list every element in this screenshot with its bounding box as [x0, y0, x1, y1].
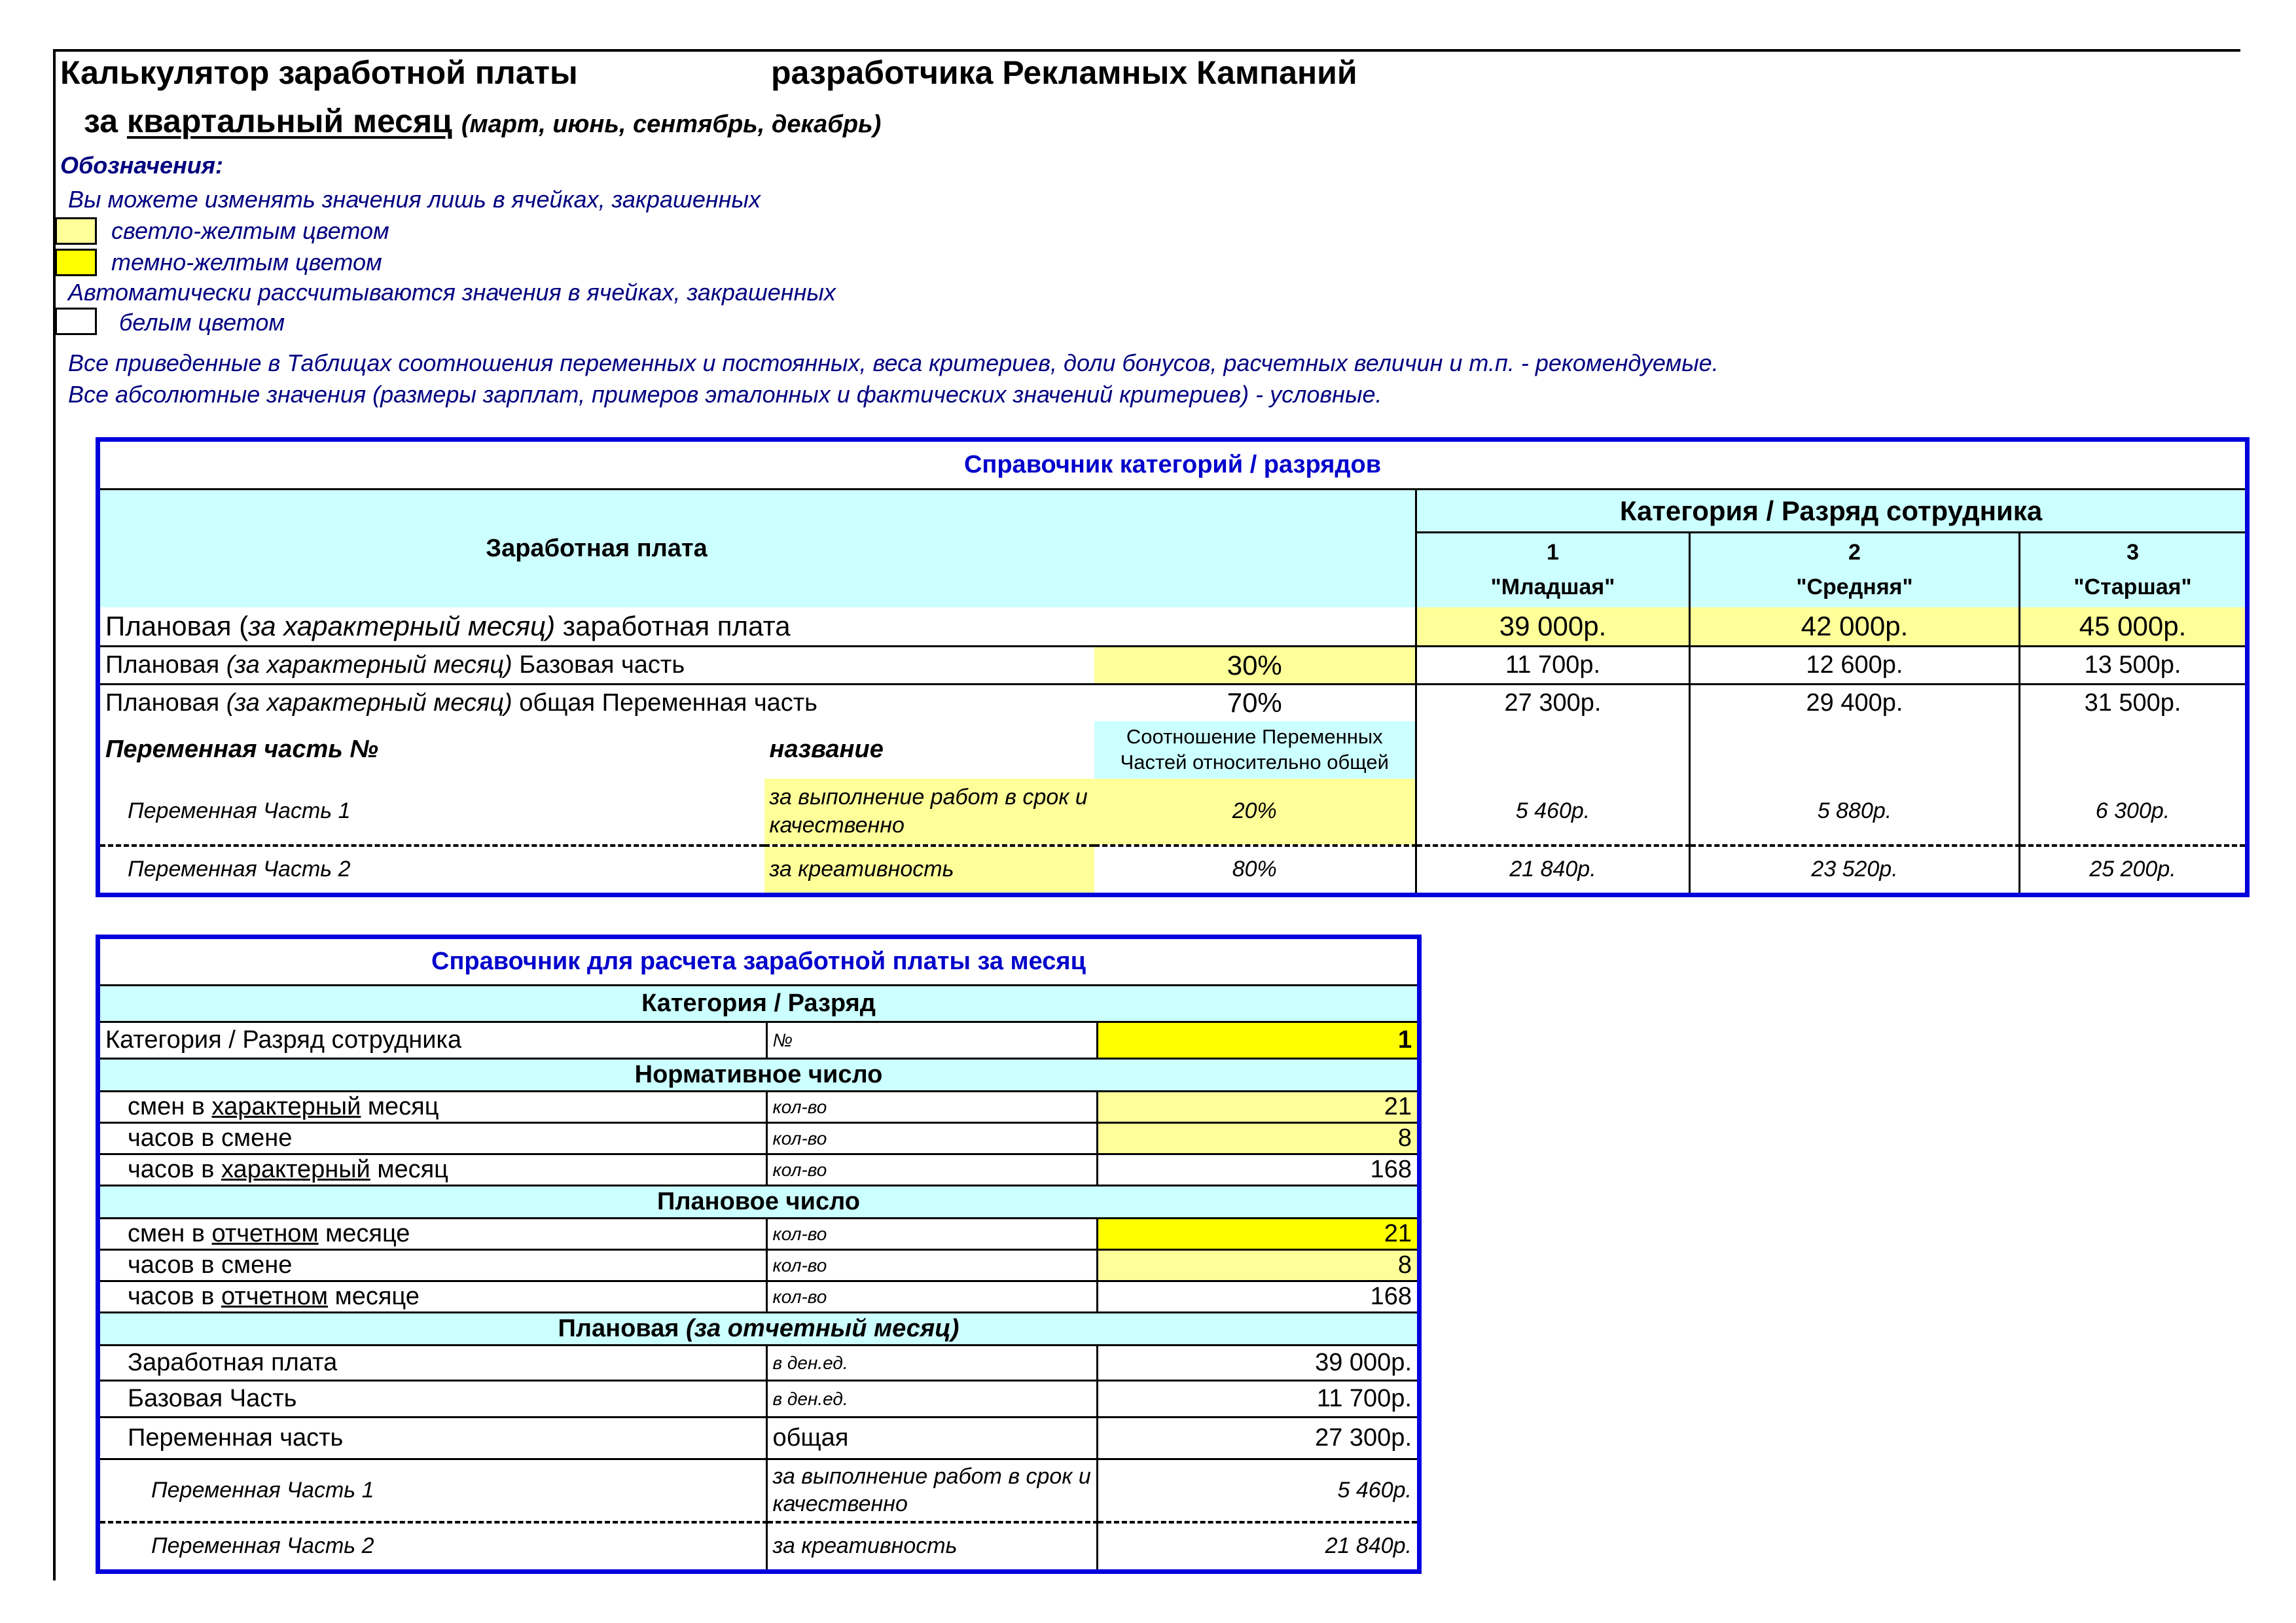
- salary-header: Заработная плата: [98, 490, 1416, 607]
- legend-dark-yellow-swatch: [55, 249, 97, 276]
- variable-part-1-cat2: 5 880р.: [1690, 779, 2020, 846]
- plan-shifts-label: смен в отчетном месяце: [128, 1220, 410, 1247]
- section-category: Категория / Разряд: [98, 986, 1420, 1022]
- empty-cell: [1416, 721, 1690, 779]
- base-part-cat1: 11 700р.: [1416, 647, 1690, 685]
- variable-part-2-ratio: 80%: [1094, 846, 1416, 895]
- norm-hours-month-value: 168: [1098, 1154, 1420, 1186]
- categories-table-title: Справочник категорий / разрядов: [98, 440, 2248, 490]
- base-part-cat2: 12 600р.: [1690, 647, 2020, 685]
- categories-table: [96, 437, 2250, 897]
- category-header: Категория / Разряд сотрудника: [1416, 490, 2248, 533]
- planned-salary-label: Плановая (за характерный месяц) заработная плата: [105, 610, 791, 641]
- base-part-label: Плановая (за характерный месяц) Базовая часть: [98, 647, 1094, 685]
- salary-label: Заработная плата: [128, 1349, 338, 1376]
- norm-shifts-unit: кол-во: [766, 1092, 1098, 1123]
- page-title-right: разработчика Рекламных Кампаний: [771, 54, 1357, 91]
- monthly-table-title: Справочник для расчета заработной платы за месяц: [98, 937, 1420, 986]
- norm-hours-month-unit: кол-во: [766, 1154, 1098, 1186]
- base-unit: в ден.ед.: [766, 1381, 1098, 1418]
- salary-unit: в ден.ед.: [766, 1346, 1098, 1381]
- category-3-number: 3: [2126, 540, 2139, 565]
- category-1-number: 1: [1547, 540, 1559, 565]
- planned-salary-cat1-input[interactable]: 39 000р.: [1416, 607, 1690, 647]
- base-ratio-input[interactable]: 30%: [1094, 647, 1416, 685]
- category-row-label: Категория / Разряд сотрудника: [105, 1026, 462, 1054]
- legend-white-label: белым цветом: [119, 309, 285, 336]
- norm-shifts-label: смен в характерный месяц: [128, 1093, 439, 1120]
- legend-dark-yellow-label: темно-желтым цветом: [111, 249, 382, 276]
- variable-part-label: Плановая (за характерный месяц) общая Переменная часть: [98, 685, 1094, 721]
- norm-hours-shift-unit: кол-во: [766, 1123, 1098, 1154]
- category-row-unit: №: [766, 1022, 1098, 1059]
- variable-part-cat3: 31 500р.: [2020, 685, 2248, 721]
- monthly-calc-table: [96, 935, 1422, 1574]
- variable-part-name-header: название: [769, 736, 884, 763]
- norm-hours-shift-label: часов в смене: [98, 1123, 767, 1154]
- plan-hours-month-value: 168: [1098, 1281, 1420, 1313]
- variable-part-2-cat3: 25 200р.: [2020, 846, 2248, 895]
- variable-value: 27 300р.: [1098, 1418, 1420, 1459]
- plan-shifts-input[interactable]: 21: [1098, 1219, 1420, 1250]
- variable-part-1-name-input[interactable]: за выполнение работ в срок и качественно: [764, 779, 1094, 846]
- variable-ratio: 70%: [1094, 685, 1416, 721]
- norm-shifts-input[interactable]: 21: [1098, 1092, 1420, 1123]
- sheet-left-border: [53, 49, 56, 1580]
- planned-salary-cat3-input[interactable]: 45 000р.: [2020, 607, 2248, 647]
- plan-hours-shift-unit: кол-во: [766, 1250, 1098, 1281]
- month-variable-part-2-label: Переменная Часть 2: [98, 1522, 767, 1572]
- variable-part-cat1: 27 300р.: [1416, 685, 1690, 721]
- salary-value: 39 000р.: [1098, 1346, 1420, 1381]
- legend-note-recommended: Все приведенные в Таблицах соотношения переменных и постоянных, веса критериев, доли бонусов, расчетных величин и т.п. - рекомендуемые.: [68, 349, 1719, 376]
- page-subtitle: [84, 102, 881, 140]
- subtitle-months: (март, июнь, сентябрь, декабрь): [461, 111, 882, 138]
- legend-auto-text: Автоматически рассчитываются значения в ячейках, закрашенных: [68, 279, 836, 306]
- planned-salary-cat2-input[interactable]: 42 000р.: [1690, 607, 2020, 647]
- page-title-left: Калькулятор заработной платы: [60, 54, 578, 91]
- variable-unit: общая: [766, 1418, 1098, 1459]
- variable-part-1-cat1: 5 460р.: [1416, 779, 1690, 846]
- subtitle-prefix: за: [84, 103, 118, 139]
- legend-white-swatch: [55, 308, 97, 335]
- plan-shifts-unit: кол-во: [766, 1219, 1098, 1250]
- category-col-1: [1416, 533, 1690, 607]
- legend-light-yellow-label: светло-желтым цветом: [111, 217, 389, 244]
- variable-label: Переменная часть: [98, 1418, 767, 1459]
- month-variable-part-1-name: за выполнение работ в срок и качественно: [766, 1459, 1098, 1522]
- variable-part-1-label: Переменная Часть 1: [128, 798, 351, 823]
- month-variable-part-2-name: за креативность: [766, 1522, 1098, 1572]
- norm-hours-shift-input[interactable]: 8: [1098, 1123, 1420, 1154]
- norm-hours-month-label: часов в характерный месяц: [98, 1154, 767, 1186]
- variable-ratio-header: Соотношение Переменных Частей относительно общей: [1094, 721, 1416, 779]
- month-variable-part-1-label: Переменная Часть 1: [98, 1459, 767, 1522]
- base-part-cat3: 13 500р.: [2020, 647, 2248, 685]
- variable-part-cat2: 29 400р.: [1690, 685, 2020, 721]
- legend-note-conditional: Все абсолютные значения (размеры зарплат, примеров эталонных и фактических значений критериев) - условные.: [68, 381, 1382, 408]
- variable-part-1-cat3: 6 300р.: [2020, 779, 2248, 846]
- base-label: Базовая Часть: [98, 1381, 767, 1418]
- category-col-3: [2020, 533, 2248, 607]
- category-2-name: "Средняя": [1796, 575, 1913, 600]
- legend-heading: Обозначения:: [60, 152, 223, 179]
- variable-part-1-ratio-input[interactable]: 20%: [1094, 779, 1416, 846]
- legend-light-yellow-swatch: [55, 217, 97, 245]
- section-norm: Нормативное число: [98, 1059, 1420, 1092]
- legend-editable-text: Вы можете изменять значения лишь в ячейках, закрашенных: [68, 186, 761, 213]
- section-planned-month: Плановая (за отчетный месяц): [98, 1313, 1420, 1346]
- plan-hours-shift-input[interactable]: 8: [1098, 1250, 1420, 1281]
- category-select-input[interactable]: 1: [1098, 1022, 1420, 1059]
- variable-part-2-cat1: 21 840р.: [1416, 846, 1690, 895]
- variable-part-number-header: Переменная часть №: [105, 736, 378, 763]
- variable-part-2-label: Переменная Часть 2: [98, 846, 764, 895]
- variable-part-2-cat2: 23 520р.: [1690, 846, 2020, 895]
- plan-hours-shift-label: часов в смене: [98, 1250, 767, 1281]
- category-col-2: [1690, 533, 2020, 607]
- empty-cell: [1690, 721, 2020, 779]
- base-value: 11 700р.: [1098, 1381, 1420, 1418]
- category-2-number: 2: [1848, 540, 1861, 565]
- empty-cell: [2020, 721, 2248, 779]
- plan-hours-month-label: часов в отчетном месяце: [98, 1281, 767, 1313]
- month-variable-part-2-value: 21 840р.: [1098, 1522, 1420, 1572]
- plan-hours-month-unit: кол-во: [766, 1281, 1098, 1313]
- subtitle-period: квартальный месяц: [126, 103, 452, 139]
- sheet-top-border: [53, 49, 2240, 52]
- category-3-name: "Старшая": [2073, 575, 2192, 600]
- variable-part-2-name-input[interactable]: за креативность: [764, 846, 1094, 895]
- category-1-name: "Младшая": [1490, 575, 1615, 600]
- section-plan: Плановое число: [98, 1186, 1420, 1219]
- month-variable-part-1-value: 5 460р.: [1098, 1459, 1420, 1522]
